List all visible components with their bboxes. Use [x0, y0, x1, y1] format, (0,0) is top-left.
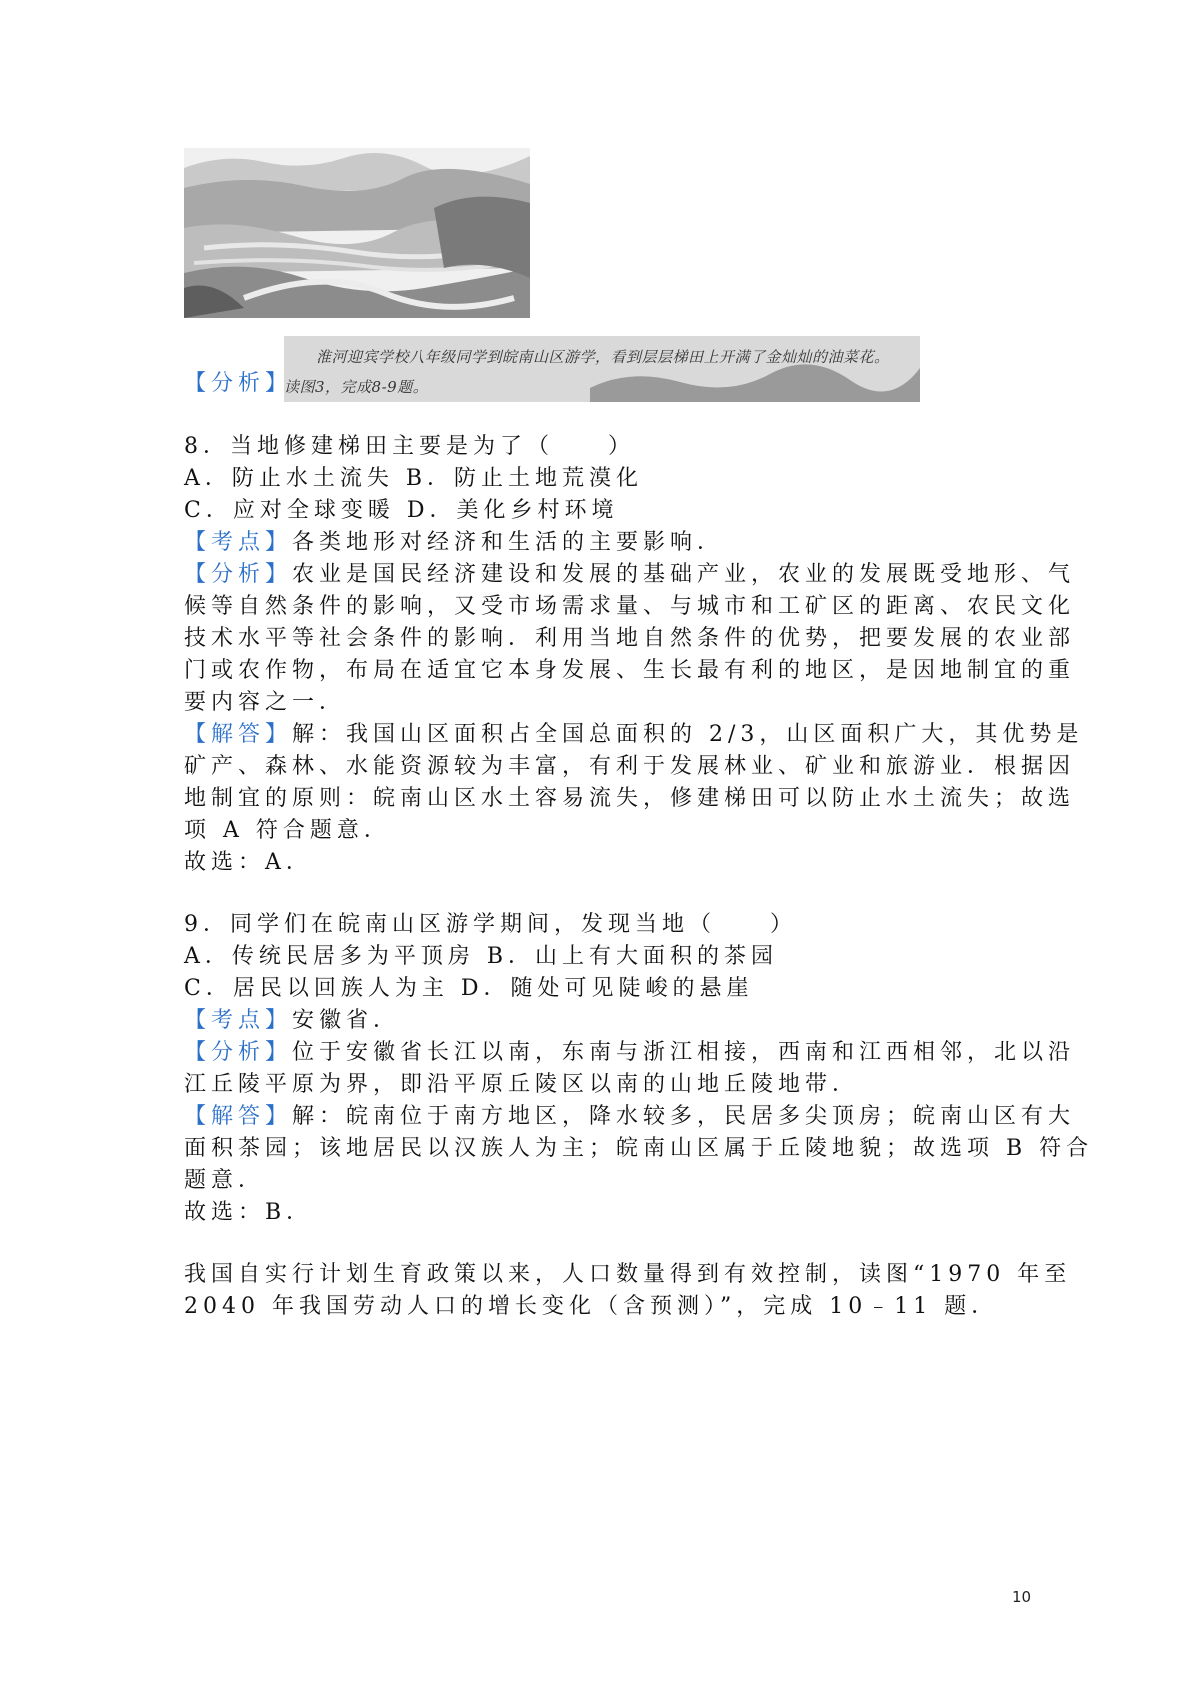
terraced-fields-photo — [184, 148, 530, 318]
q9-fenxi-1: 【分析】位于安徽省长江以南，东南与浙江相接，西南和江西相邻，北以沿 — [184, 1040, 1076, 1065]
q8-fenxi-4: 门或农作物，布局在适宜它本身发展、生长最有利的地区，是因地制宜的重 — [184, 658, 1076, 683]
intro-next-line-2: 2040 年我国劳动人口的增长变化（含预测）”，完成 10﹣11 题． — [184, 1294, 999, 1319]
q8-stem: 8．当地修建梯田主要是为了（ ） — [184, 434, 635, 459]
figure-caption-line-1: 淮河迎宾学校八年级同学到皖南山区游学，看到层层梯田上开满了金灿灿的油菜花。 — [316, 348, 890, 366]
intro-next-line-1: 我国自实行计划生育政策以来，人口数量得到有效控制，读图“1970 年至 — [184, 1262, 1072, 1287]
q9-fenxi-2: 江丘陵平原为界，即沿平原丘陵区以南的山地丘陵地带． — [184, 1072, 860, 1097]
q9-jieda-3: 题意． — [184, 1168, 266, 1193]
q8-fenxi-3: 技术水平等社会条件的影响．利用当地自然条件的优势，把要发展的农业部 — [184, 626, 1076, 651]
q8-kaodian: 【考点】各类地形对经济和生活的主要影响． — [184, 530, 725, 555]
q8-jieda-3: 地制宜的原则：皖南山区水土容易流失，修建梯田可以防止水土流失；故选 — [184, 786, 1076, 811]
q8-options-cd: C．应对全球变暖 D．美化乡村环境 — [184, 498, 619, 523]
q9-options-ab: A．传统民居多为平顶房 B．山上有大面积的茶园 — [184, 944, 779, 969]
q8-options-ab: A．防止水土流失 B．防止土地荒漠化 — [184, 466, 644, 491]
q9-jieda-2: 面积茶园；该地居民以汉族人为主；皖南山区属于丘陵地貌；故选项 B 符合 — [184, 1136, 1094, 1161]
q8-jieda-1: 【解答】解：我国山区面积占全国总面积的 2/3，山区面积广大，其优势是 — [184, 722, 1084, 747]
q8-jieda-2: 矿产、森林、水能资源较为丰富，有利于发展林业、矿业和旅游业．根据因 — [184, 754, 1076, 779]
q8-fenxi-2: 候等自然条件的影响，又受市场需求量、与城市和工矿区的距离、农民文化 — [184, 594, 1076, 619]
first-analysis-label: 【分析】 — [184, 371, 293, 396]
q8-fenxi-5: 要内容之一． — [184, 690, 347, 715]
q9-options-cd: C．居民以回族人为主 D．随处可见陡峻的悬崖 — [184, 976, 754, 1001]
q8-answer: 故选：A． — [184, 850, 313, 875]
page-number: 10 — [1012, 1588, 1032, 1606]
q9-jieda-1: 【解答】解：皖南位于南方地区，降水较多，民居多尖顶房；皖南山区有大 — [184, 1104, 1076, 1129]
q8-fenxi-1: 【分析】农业是国民经济建设和发展的基础产业，农业的发展既受地形、气 — [184, 562, 1076, 587]
q9-kaodian: 【考点】安徽省． — [184, 1008, 401, 1033]
q9-stem: 9．同学们在皖南山区游学期间，发现当地（ ） — [184, 912, 797, 937]
q9-answer: 故选：B． — [184, 1200, 314, 1225]
q8-jieda-4: 项 A 符合题意． — [184, 818, 391, 843]
figure-caption-image — [284, 336, 920, 402]
figure-caption-line-2: 读图3，完成8-9题。 — [284, 378, 429, 396]
